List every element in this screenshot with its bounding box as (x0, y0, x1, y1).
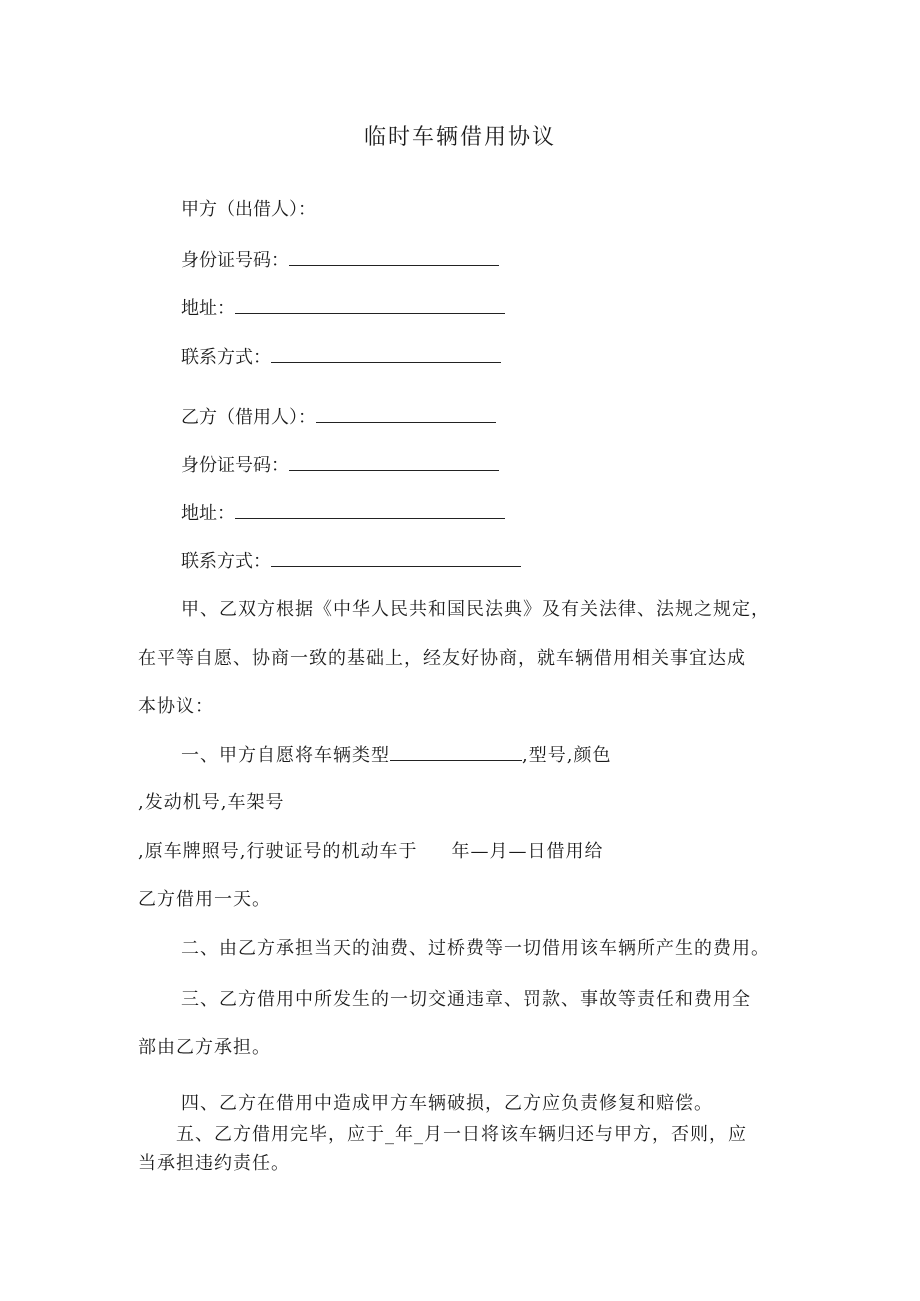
clause-1-line-4: 乙方借用一天。 (138, 889, 271, 910)
clause-4: 四、乙方在借用中造成甲方车辆破损，乙方应负责修复和赔偿。 (181, 1093, 713, 1114)
party-b-contact-label: 联系方式： (181, 551, 271, 572)
clause-1-line-3-a: ,原车牌照号,行驶证号的机动车于 (138, 841, 418, 862)
clause-1-line-3 (138, 840, 603, 864)
party-a-contact-label: 联系方式： (181, 347, 271, 368)
clause-1-line-1 (181, 742, 611, 768)
party-b-heading: 乙方（借用人）： (181, 407, 316, 428)
clause-3-line-1: 三、乙方借用中所发生的一切交通违章、罚款、事故等责任和费用全 (181, 989, 751, 1010)
preamble-line-2: 在平等自愿、协商一致的基础上，经友好协商，就车辆借用相关事宜达成 (138, 648, 746, 669)
party-a-heading: 甲方（出借人）： (181, 199, 316, 220)
clause-3-line-2: 部由乙方承担。 (138, 1037, 271, 1058)
preamble-line-1: 甲、乙双方根据《中华人民共和国民法典》及有关法律、法规之规定， (181, 599, 770, 620)
clause-5-line-1: 五、乙方借用完毕，应于_年_月一日将该车辆归还与甲方，否则，应 (176, 1124, 747, 1145)
party-b-id-label: 身份证号码： (181, 455, 289, 476)
party-b-heading-row (181, 404, 496, 430)
party-b-name-blank (316, 404, 496, 423)
clause-2: 二、由乙方承担当天的油费、过桥费等一切借用该车辆所产生的费用。 (181, 938, 770, 959)
party-a-address-row (181, 295, 505, 321)
preamble-line-3: 本协议： (138, 696, 214, 717)
party-a-address-label: 地址： (181, 298, 235, 319)
vehicle-type-blank (390, 742, 522, 761)
party-b-id-blank (289, 452, 499, 471)
party-a-id-blank (289, 247, 499, 266)
party-b-address-blank (235, 500, 505, 519)
party-b-address-row (181, 500, 505, 526)
party-a-id-row (181, 247, 499, 273)
party-b-contact-row (181, 548, 521, 574)
clause-1-line-3-b: 年—月—日借用给 (451, 841, 604, 862)
party-a-id-label: 身份证号码： (181, 250, 289, 271)
party-a-address-blank (235, 295, 505, 314)
clause-1-line-2: ,发动机号,车架号 (138, 792, 285, 813)
clause-1-text-a: 一、甲方自愿将车辆类型 (181, 745, 390, 766)
document-title: 临时车辆借用协议 (363, 125, 556, 150)
clause-1-text-b: ,型号,颜色 (522, 745, 612, 766)
party-b-contact-blank (271, 548, 521, 567)
party-b-id-row (181, 452, 499, 478)
party-a-contact-row (181, 344, 501, 370)
party-a-contact-blank (271, 344, 501, 363)
clause-5-line-2: 当承担违约责任。 (138, 1153, 290, 1174)
party-b-address-label: 地址： (181, 503, 235, 524)
